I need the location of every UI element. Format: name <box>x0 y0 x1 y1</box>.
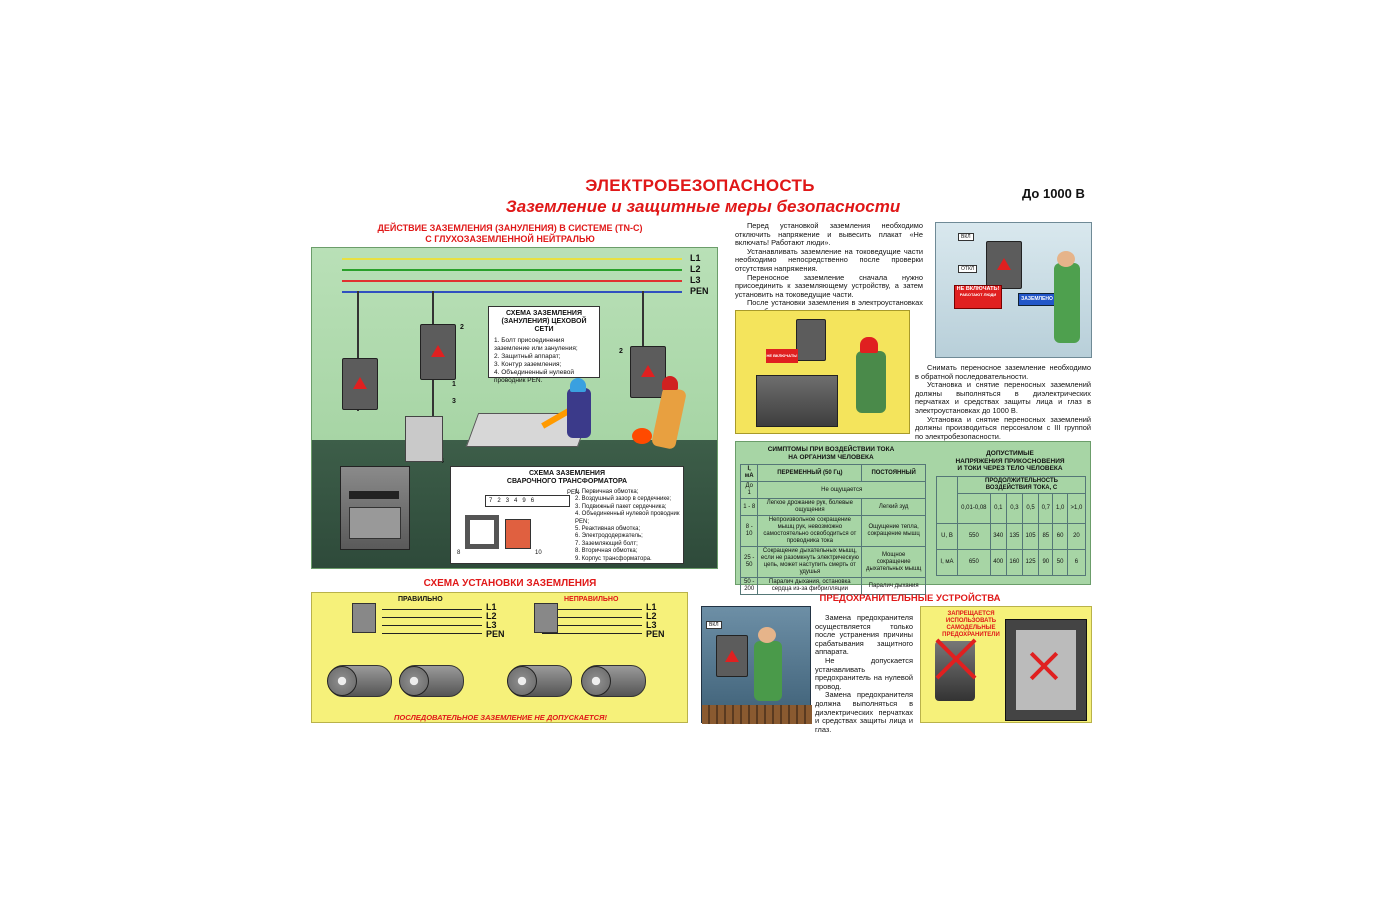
table-row: До 1 Не ощущается <box>741 482 926 499</box>
install-right-l1: L1 <box>646 602 657 612</box>
legend-item: 1. Болт присоединения заземление или зануления; <box>494 337 578 352</box>
table-row: 50 - 200 Паралич дыхания, остановка сердца из-за фибрилляции Паралич дыхания <box>741 578 926 595</box>
posting-signs-illustration <box>935 222 1092 358</box>
switchboard-console <box>756 375 838 427</box>
worker-figure-green <box>1054 263 1080 343</box>
label-incorrect: НЕПРАВИЛЬНО <box>564 596 619 603</box>
callout-1: 1 <box>452 381 456 388</box>
current-effects-panel <box>735 441 1091 592</box>
worker-head <box>1057 251 1075 267</box>
symptoms-header-ac: ПЕРЕМЕННЫЙ (50 Гц) <box>758 465 862 482</box>
label-correct: ПРАВИЛЬНО <box>398 596 443 603</box>
welding-scheme-legend: СХЕМА ЗАЗЕМЛЕНИЯ СВАРОЧНОГО ТРАНСФОРМАТОРА 723496 PEN 8 10 1. Первичная обмотка; 2. Воздушный зазор в сердечнике; 3. Подвижный пакет сердечника; 4. Объединенный нулевой проводник PEN; 5. Реактивная обмотка; 6. Электрододержатель; 7. Заземляющий болт; 8. Вторичная обмотка; 9. Корпус трансформатора. <box>450 466 684 564</box>
shocked-worker-helmet <box>662 376 678 390</box>
sign-off: ОТКЛ <box>958 265 977 273</box>
install-right-l3: L3 <box>646 620 657 630</box>
install-left-l2: L2 <box>486 611 497 621</box>
table-row: U, В 550 340 135 105 85 60 20 <box>937 524 1086 550</box>
line-label-l3: L3 <box>690 275 701 285</box>
worker-figure <box>567 388 591 438</box>
line-label-l1: L1 <box>690 253 701 263</box>
sign-do-not-switch-small: НЕ ВКЛЮЧАТЬ! <box>766 349 798 363</box>
table-row: I, мА 650 400 160 125 90 50 6 <box>937 550 1086 576</box>
table-row: 25 - 50 Сокращение дыхательных мышц, если не разомкнуть электрическую цепь, может наступить смерть от удушья Мощное сокращение дыхательных мышц <box>741 547 926 578</box>
allowed-table: ПРОДОЛЖИТЕЛЬНОСТЬ ВОЗДЕЙСТВИЯ ТОКА, С 0,01-0,08 0,1 0,3 0,5 0,7 1,0 >1,0 U, В 550 340 135 105 85 60 20 I, мА 650 400 160 125 90 50 6 <box>936 476 1086 576</box>
symptoms-table <box>740 464 926 595</box>
welding-pen-label: PEN <box>567 490 580 496</box>
install-right-pen: PEN <box>646 629 665 639</box>
breaker-right <box>534 603 558 633</box>
motor-1 <box>328 665 392 697</box>
welding-callout-8: 8 <box>457 550 461 556</box>
forbidden-title: ЗАПРЕЩАЕТСЯ ИСПОЛЬЗОВАТЬ САМОДЕЛЬНЫЕ ПРЕДОХРАНИТЕЛИ <box>942 611 1000 638</box>
welding-scheme-drawing <box>455 490 580 559</box>
removal-text: Снимать переносное заземление необходимо в обратной последовательности. Установка и снятие переносных заземлений должны выполняться в диэлектрических перчатках и средствах защиты лица и глаз в электроустановках до 1000 В. Установка и снятие переносных заземлений должны производиться персоналом с III группой по электробезопасности. <box>915 363 1091 441</box>
voltage-label: До 1000 В <box>1022 186 1085 201</box>
install-warning: ПОСЛЕДОВАТЕЛЬНОЕ ЗАЗЕМЛЕНИЕ НЕ ДОПУСКАЕТСЯ! <box>393 713 608 722</box>
fuse-worker <box>754 641 782 701</box>
callout-3: 3 <box>452 398 456 405</box>
wire-l1 <box>342 258 682 260</box>
tn-scene-panel <box>311 247 718 569</box>
transformer-core <box>465 515 499 549</box>
motor-2 <box>400 665 464 697</box>
install-scheme-panel <box>311 592 688 723</box>
motor-4 <box>582 665 646 697</box>
sign-do-not-switch: НЕ ВКЛЮЧАТЬ! РАБОТАЮТ ЛЮДИ <box>954 285 1002 309</box>
welding-legend-list: 1. Первичная обмотка; 2. Воздушный зазор в сердечнике; 3. Подвижный пакет сердечника; 4. Объединенный нулевой проводник PEN; 5. Реактивная обмотка; 6. Электрододержатель; 7. Заземляющий болт; 8. Вторичная обмотка; 9. Корпус трансформатора. <box>575 489 680 562</box>
symptoms-title: СИМПТОМЫ ПРИ ВОЗДЕЙСТВИИ ТОКА НА ОРГАНИЗМ ЧЕЛОВЕКА <box>767 446 895 461</box>
legend-item: 2. Защитный аппарат; <box>494 353 561 360</box>
install-left-pen: PEN <box>486 629 505 639</box>
wire-l2 <box>342 269 682 271</box>
line-label-pen: PEN <box>690 286 709 296</box>
allowed-title: ДОПУСТИМЫЕ НАПРЯЖЕНИЯ ПРИКОСНОВЕНИЯ И ТОКИ ЧЕРЕЗ ТЕЛО ЧЕЛОВЕКА <box>955 450 1065 472</box>
fuse-replacement-illustration <box>701 606 811 723</box>
portable-grounding-text: Перед установкой заземления необходимо отключить напряжение и вывесить плакат «Не включать! Работают люди». Устанавливать заземление на токоведущие части необходимо непосредственно после проверки отсутствия напряжения. Переносное заземление сначала нужно присоединить к заземляющему устройству, а затем установить на токоведущие части. После установки заземления в электроустановках <box>735 221 923 308</box>
line-label-l2: L2 <box>690 264 701 274</box>
duration-header: ПРОДОЛЖИТЕЛЬНОСТЬ ВОЗДЕЙСТВИЯ ТОКА, С <box>958 477 1086 494</box>
tn-heading: ДЕЙСТВИЕ ЗАЗЕМЛЕНИЯ (ЗАНУЛЕНИЯ) В СИСТЕМЕ (TN-C) С ГЛУХОЗАЗЕМЛЕННОЙ НЕЙТРАЛЬЮ <box>377 223 643 244</box>
install-left-l1: L1 <box>486 602 497 612</box>
callout-2a: 2 <box>460 324 464 331</box>
install-right-l2: L2 <box>646 611 657 621</box>
welding-callout-10: 10 <box>535 550 542 556</box>
fuse-sign-on: ВКЛ <box>706 621 722 629</box>
welding-callouts: 723496 <box>485 495 570 507</box>
install-left-l3: L3 <box>486 620 497 630</box>
install-heading: СХЕМА УСТАНОВКИ ЗАЗЕМЛЕНИЯ <box>423 578 597 589</box>
wire-l3 <box>342 280 682 282</box>
dielectric-mat <box>702 705 812 724</box>
welding-transformer <box>340 466 410 550</box>
wire-pen <box>342 291 682 293</box>
homemade-fuses-panel <box>920 606 1092 723</box>
poster-title: ЭЛЕКТРОБЕЗОПАСНОСТЬ <box>585 176 815 195</box>
fuse-cabinet <box>1005 619 1087 721</box>
control-box <box>405 416 443 462</box>
breaker-left <box>352 603 376 633</box>
worker-installing-helmet <box>860 337 878 353</box>
legend-item: 3. Контур заземления; <box>494 361 562 368</box>
installing-ground-illustration <box>735 310 910 434</box>
worker-installing <box>856 351 886 413</box>
table-row: 8 - 10 Непроизвольное сокращение мышц рук, невозможно самостоятельно освободиться от проводника тока Ощущение тепла, сокращение мышц <box>741 516 926 547</box>
grounding-scheme-legend: СХЕМА ЗАЗЕМЛЕНИЯ (ЗАНУЛЕНИЯ) ЦЕХОВОЙ СЕТИ 1. Болт присоединения заземление или зануления; 2. Защитный аппарат; 3. Контур заземления; 4. Объединенный нулевой проводник PEN. <box>488 306 600 378</box>
switchgear-cabinet-right <box>630 346 666 398</box>
shock-flash <box>632 428 652 444</box>
motor-3 <box>508 665 572 697</box>
poster-subtitle: Заземление и защитные меры безопасности <box>505 197 901 216</box>
sign-on: ВКЛ <box>958 233 974 241</box>
callout-2b: 2 <box>619 348 623 355</box>
switchgear-cabinet-center <box>420 324 456 380</box>
symptoms-header-current: I, мА <box>741 465 758 482</box>
sign-grounded: ЗАЗЕМЛЕНО <box>1018 293 1056 306</box>
legend-item: 4. Объединенный нулевой проводник PEN. <box>494 369 574 384</box>
fuse-worker-head <box>758 627 776 643</box>
switchgear-cabinet-left <box>342 358 378 410</box>
fuses-heading: ПРЕДОХРАНИТЕЛЬНЫЕ УСТРОЙСТВА <box>819 593 1001 604</box>
table-row: 1 - 8 Легкое дрожание рук, болевые ощущения Легкий зуд <box>741 499 926 516</box>
symptoms-header-dc: ПОСТОЯННЫЙ <box>862 465 926 482</box>
fuse-rules-text: Замена предохранителя осуществляется только после устранения причины срабатывания защитного аппарата. Не допускается устанавливать предохранитель на нулевой провод. Замена предохранителя должна выполняться в диэлектрических перчатках и средствах защиты лица и глаз. <box>815 613 913 734</box>
reactive-coil <box>505 519 531 549</box>
